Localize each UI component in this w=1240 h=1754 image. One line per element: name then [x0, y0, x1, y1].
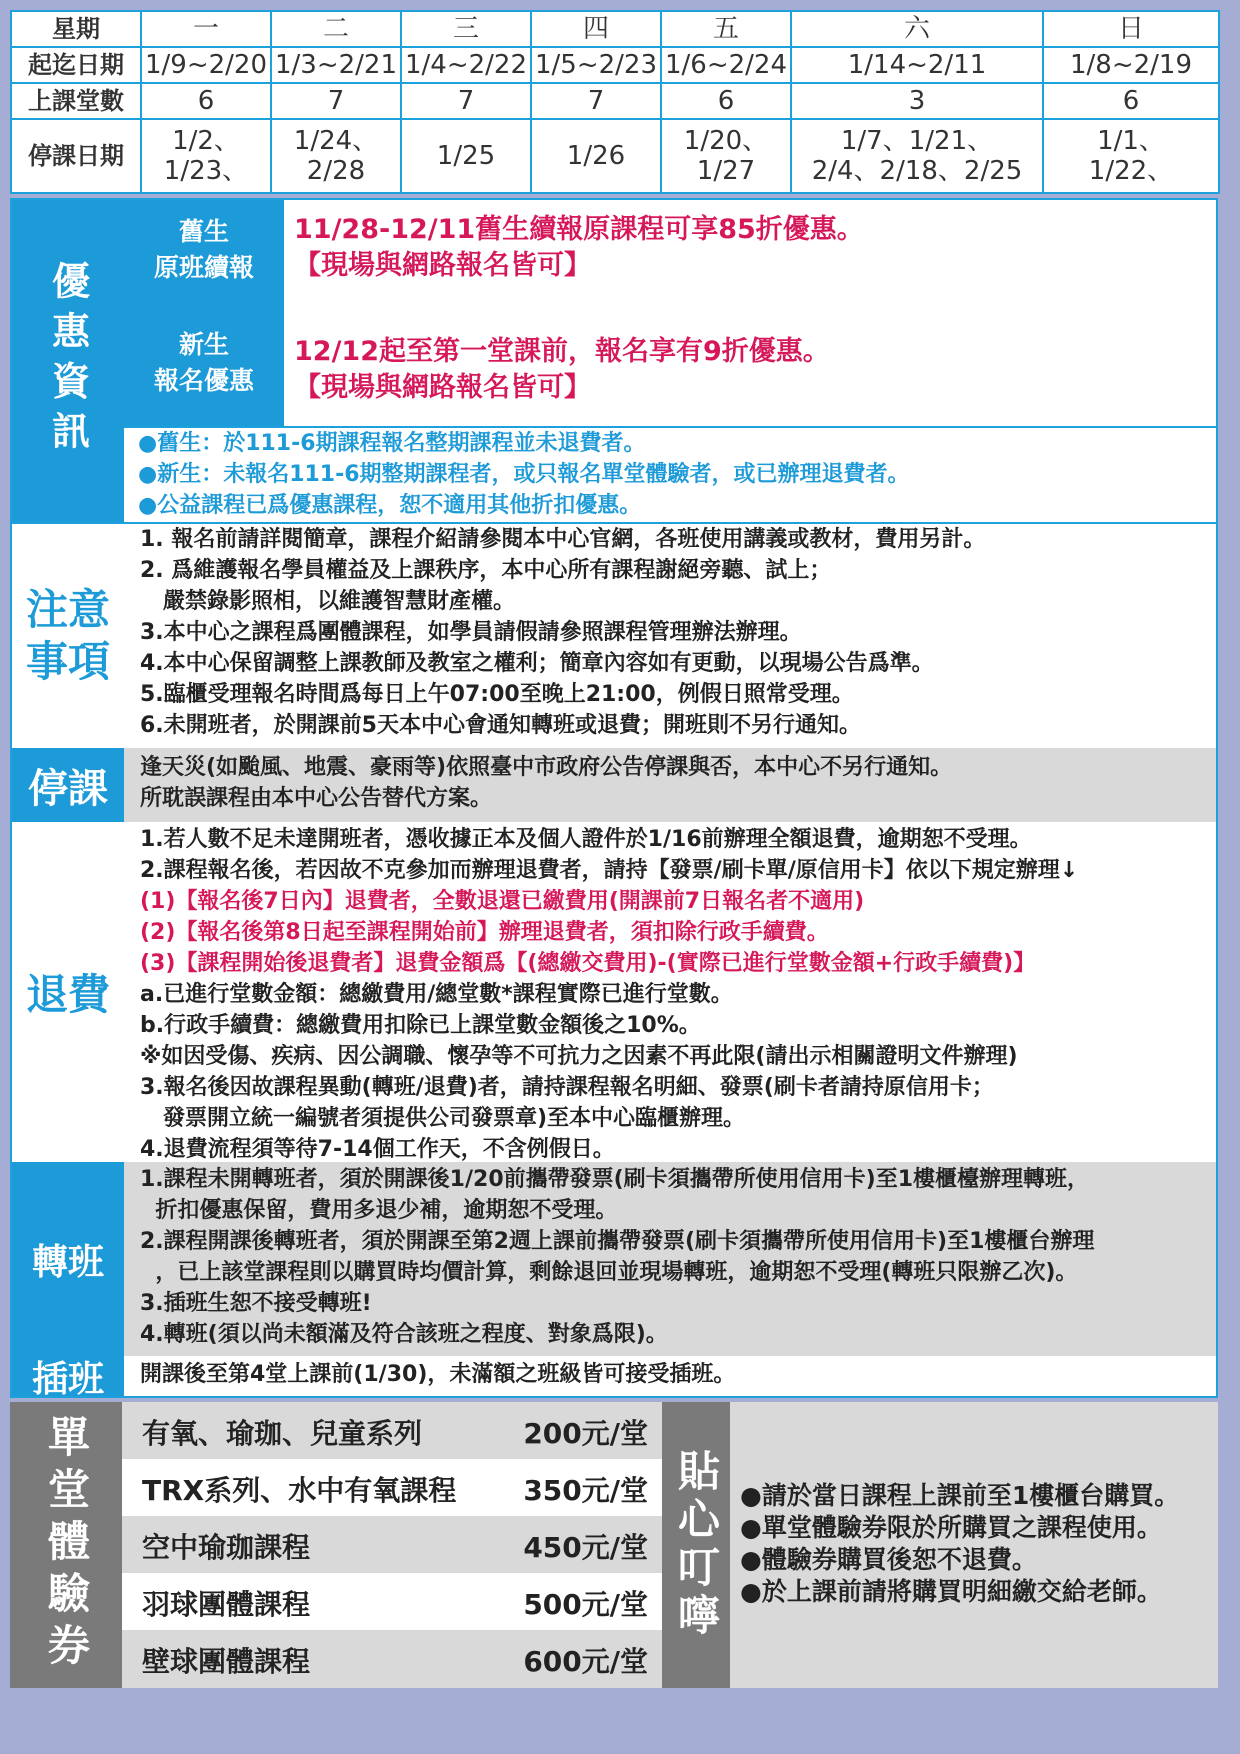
refund-item: b.行政手續費：總繳費用扣除已上課堂數金額後之10%。	[140, 1013, 701, 1038]
insert-title: 插班	[12, 1356, 124, 1396]
closed-dates-cell: 1/24、 2/28	[271, 119, 401, 193]
notice-item: 5.臨櫃受理報名時間爲每日上午07:00至晚上21:00，例假日照常受理。	[140, 682, 854, 707]
refund-item: 發票開立統一編號者須提供公司發票章)至本中心臨櫃辦理。	[140, 1106, 746, 1131]
notice-section	[10, 524, 1218, 748]
transfer-item: 1.課程未開轉班者，須於開課後1/20前攜帶發票(刷卡須攜帶所使用信用卡)至1樓櫃檯辦理轉班，	[140, 1167, 1090, 1192]
schedule-table-wrap	[10, 10, 1218, 194]
session-count-cell: 6	[661, 83, 791, 119]
schedule-table	[10, 10, 1220, 194]
row-label: 上課堂數	[11, 83, 141, 119]
tip-item: ●請於當日課程上課前至1樓櫃台購買。	[740, 1481, 1180, 1510]
refund-item: 1.若人數不足未達開班者，憑收據正本及個人證件於1/16前辦理全額退費，逾期恕不受理。	[140, 827, 1032, 852]
session-count-cell: 7	[271, 83, 401, 119]
notice-item: 1. 報名前請詳閱簡章，課程介紹請參閱本中心官網，各班使用講義或教材，費用另計。	[140, 527, 986, 552]
discount-note: ●公益課程已爲優惠課程，恕不適用其他折扣優惠。	[138, 493, 642, 518]
voucher-course: 壁球團體課程	[142, 1645, 311, 1678]
new-student-offer	[294, 334, 830, 406]
date-range-row	[11, 47, 1219, 83]
header-cell: 三	[401, 11, 531, 47]
discount-note: ●舊生：於111-6期課程報名整期課程並未退費者。	[138, 431, 646, 456]
voucher-course: 羽球團體課程	[142, 1588, 311, 1621]
tips-title: 貼心叮嚀	[662, 1402, 730, 1688]
old-student-offer	[294, 212, 864, 284]
voucher-row	[122, 1516, 662, 1573]
suspend-section	[10, 748, 1218, 822]
new-student-label: 新生 報名優惠	[124, 300, 284, 426]
suspend-title: 停課	[12, 748, 124, 822]
refund-item: (2)【報名後第8日起至課程開始前】辦理退費者，須扣除行政手續費。	[140, 920, 829, 945]
transfer-item: 2.課程開課後轉班者，須於開課至第2週上課前攜帶發票(刷卡須攜帶所使用信用卡)至1樓櫃台辦理	[140, 1229, 1095, 1254]
closed-dates-cell: 1/25	[401, 119, 531, 193]
refund-item: a.已進行堂數金額：總繳費用/總堂數*課程實際已進行堂數。	[140, 982, 733, 1007]
voucher-price: 350元/堂	[523, 1474, 648, 1507]
refund-item: ※如因受傷、疾病、因公調職、懷孕等不可抗力之因素不再此限(請出示相關證明文件辦理)	[140, 1044, 1018, 1069]
refund-item: 4.退費流程須等待7-14個工作天，不含例假日。	[140, 1137, 615, 1162]
old-student-label: 舊生 原班續報	[124, 200, 284, 300]
refund-section	[10, 822, 1218, 1162]
header-cell: 星期	[11, 11, 141, 47]
date-range-cell: 1/5~2/23	[531, 47, 661, 83]
tip-item: ●體驗券購買後恕不退費。	[740, 1545, 1037, 1574]
new-offer-note: 【現場與網路報名皆可】	[294, 372, 591, 403]
voucher-course: 空中瑜珈課程	[142, 1531, 311, 1564]
notice-item: 4.本中心保留調整上課教師及教室之權利；簡章內容如有更動，以現場公告爲準。	[140, 651, 934, 676]
session-count-cell: 7	[531, 83, 661, 119]
closed-dates-cell: 1/1、 1/22、	[1043, 119, 1219, 193]
refund-item: (1)【報名後7日內】退費者，全數退還已繳費用(開課前7日報名者不適用)	[140, 889, 865, 914]
header-cell: 日	[1043, 11, 1219, 47]
closed-dates-cell: 1/2、 1/23、	[141, 119, 271, 193]
header-cell: 四	[531, 11, 661, 47]
discount-section	[10, 198, 1218, 524]
transfer-item: 4.轉班(須以尚未額滿及符合該班之程度、對象爲限)。	[140, 1322, 668, 1347]
notice-item: 3.本中心之課程爲團體課程，如學員請假請參照課程管理辦法辦理。	[140, 620, 802, 645]
suspend-line: 逢天災(如颱風、地震、豪雨等)依照臺中市政府公告停課與否，本中心不另行通知。	[140, 755, 953, 780]
session-count-cell: 7	[401, 83, 531, 119]
header-cell: 二	[271, 11, 401, 47]
transfer-list	[124, 1162, 1216, 1356]
notice-item: 6.未開班者，於開課前5天本中心會通知轉班或退費；開班則不另行通知。	[140, 713, 861, 738]
closed-dates-cell: 1/20、 1/27	[661, 119, 791, 193]
discount-title: 優惠資訊	[12, 200, 124, 522]
transfer-item: 3.插班生恕不接受轉班!	[140, 1291, 372, 1316]
suspend-text	[124, 748, 1216, 822]
date-range-cell: 1/6~2/24	[661, 47, 791, 83]
refund-list	[124, 822, 1216, 1162]
voucher-price: 450元/堂	[523, 1531, 648, 1564]
voucher-row	[122, 1630, 662, 1688]
voucher-price: 600元/堂	[523, 1645, 648, 1678]
suspend-line: 所耽誤課程由本中心公告替代方案。	[140, 786, 493, 811]
tips-list	[740, 1480, 1179, 1608]
discount-note: ●新生：未報名111-6期整期課程者，或只報名單堂體驗者，或已辦理退費者。	[138, 462, 910, 487]
session-count-cell: 6	[141, 83, 271, 119]
date-range-cell: 1/9~2/20	[141, 47, 271, 83]
refund-item: 3.報名後因故課程異動(轉班/退費)者，請持課程報名明細、發票(刷卡者請持原信用卡；	[140, 1075, 994, 1100]
date-range-cell: 1/14~2/11	[791, 47, 1043, 83]
session-count-row	[11, 83, 1219, 119]
header-cell: 一	[141, 11, 271, 47]
header-cell: 五	[661, 11, 791, 47]
voucher-title: 單堂體驗券	[10, 1402, 122, 1688]
old-offer-line: 11/28-12/11舊生續報原課程可享85折優惠。	[294, 214, 864, 245]
schedule-header-row	[11, 11, 1219, 47]
discount-notes	[124, 426, 1216, 522]
voucher-price: 200元/堂	[523, 1417, 648, 1450]
transfer-item: ，已上該堂課程則以購買時均價計算，剩餘退回並現場轉班，逾期恕不受理(轉班只限辦乙次)。	[140, 1260, 1078, 1285]
old-offer-note: 【現場與網路報名皆可】	[294, 250, 591, 281]
refund-item: (3)【課程開始後退費者】退費金額爲【(總繳交費用)-(實際已進行堂數金額+行政手續費)】	[140, 951, 1036, 976]
row-label: 停課日期	[11, 119, 141, 193]
notice-list	[124, 524, 1216, 748]
refund-title: 退費	[12, 822, 124, 1162]
voucher-course: TRX系列、水中有氧課程	[142, 1474, 457, 1507]
insert-section	[10, 1356, 1218, 1398]
closed-dates-cell: 1/26	[531, 119, 661, 193]
voucher-section	[10, 1402, 1218, 1688]
date-range-cell: 1/3~2/21	[271, 47, 401, 83]
voucher-row	[122, 1573, 662, 1630]
header-cell: 六	[791, 11, 1043, 47]
tip-item: ●於上課前請將購買明細繳交給老師。	[740, 1577, 1162, 1606]
new-offer-line: 12/12起至第一堂課前，報名享有9折優惠。	[294, 336, 830, 367]
notice-item: 2. 爲維護報名學員權益及上課秩序，本中心所有課程謝絕旁聽、試上；	[140, 558, 832, 583]
transfer-item: 折扣優惠保留，費用多退少補，逾期恕不受理。	[140, 1198, 618, 1223]
date-range-cell: 1/4~2/22	[401, 47, 531, 83]
voucher-course: 有氧、瑜珈、兒童系列	[142, 1417, 423, 1450]
closed-dates-cell: 1/7、1/21、 2/4、2/18、2/25	[791, 119, 1043, 193]
row-label: 起迄日期	[11, 47, 141, 83]
transfer-title: 轉班	[12, 1162, 124, 1356]
voucher-price: 500元/堂	[523, 1588, 648, 1621]
session-count-cell: 3	[791, 83, 1043, 119]
notice-item: 嚴禁錄影照相，以維護智慧財產權。	[140, 589, 515, 614]
voucher-price-list	[122, 1402, 662, 1688]
voucher-row	[122, 1402, 662, 1459]
voucher-row	[122, 1459, 662, 1516]
closed-dates-row	[11, 119, 1219, 193]
refund-item: 2.課程報名後，若因故不克參加而辦理退費者，請持【發票/刷卡單/原信用卡】依以下規定辦理↓	[140, 858, 1079, 883]
date-range-cell: 1/8~2/19	[1043, 47, 1219, 83]
tip-item: ●單堂體驗券限於所購買之課程使用。	[740, 1513, 1162, 1542]
session-count-cell: 6	[1043, 83, 1219, 119]
transfer-section	[10, 1162, 1218, 1356]
insert-text	[124, 1356, 1216, 1396]
notice-title: 注意事項	[12, 524, 124, 748]
insert-line: 開課後至第4堂上課前(1/30)，未滿額之班級皆可接受插班。	[140, 1362, 736, 1387]
